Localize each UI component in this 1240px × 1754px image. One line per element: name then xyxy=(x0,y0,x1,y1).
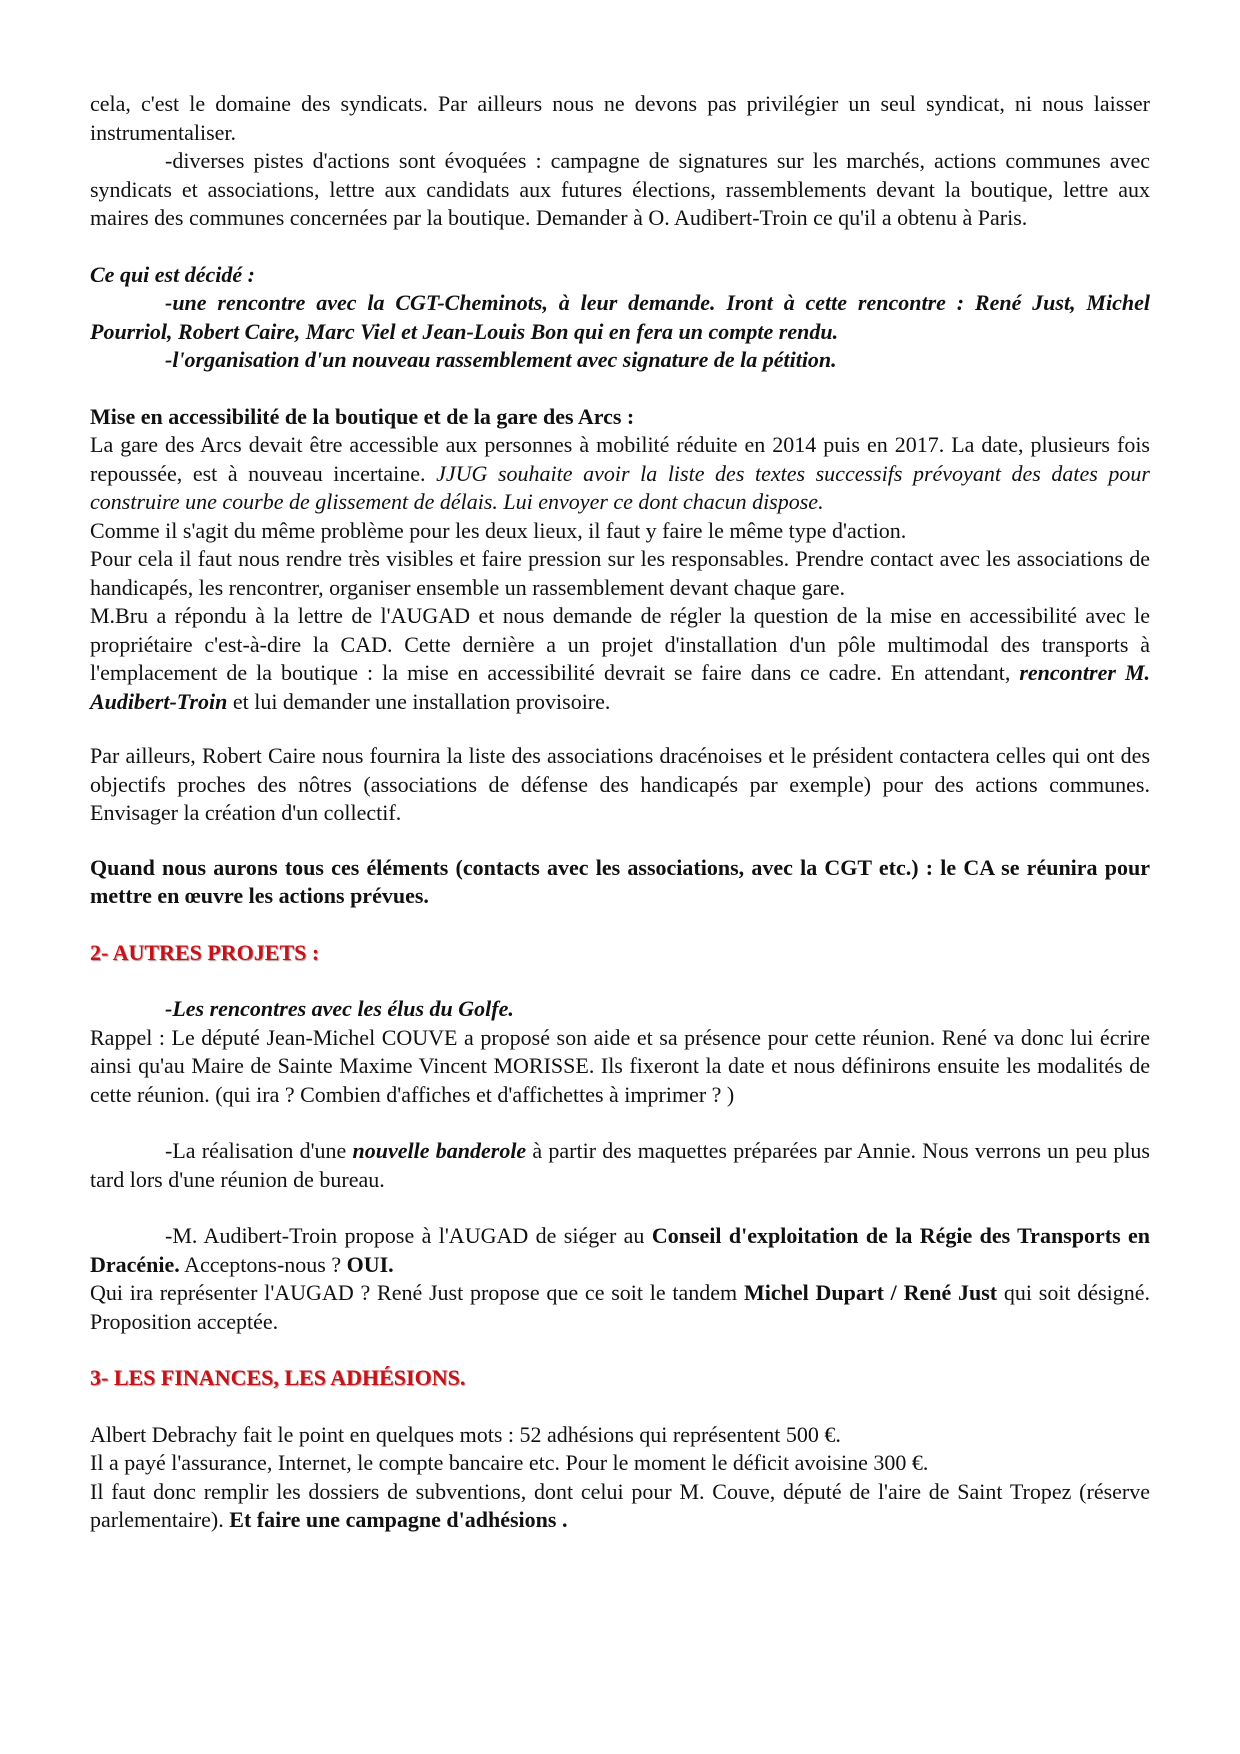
paragraph-rappel-couve: Rappel : Le député Jean-Michel COUVE a proposé son aide et sa présence pour cette réunion. René va donc lui écrire ainsi qu'au Maire de Sainte Maxime Vincent MORISSE. Ils fixeront la date et nous définirons ensuite les modalités de cette réunion. (qui ira ? Combien d'affiches et d'affichettes à imprimer ? ) xyxy=(90,1024,1150,1107)
paragraph-gare-des-arcs xyxy=(90,431,1150,517)
paragraph-syndicats: cela, c'est le domaine des syndicats. Par ailleurs nous ne devons pas privilégier un seul syndicat, ni nous laisser instrumentaliser. xyxy=(90,91,1150,145)
spacer xyxy=(90,375,1150,403)
spacer xyxy=(90,1336,1150,1364)
golfe-subheading: -Les rencontres avec les élus du Golfe. xyxy=(165,996,514,1021)
decided-item-rencontre-cgt: -une rencontre avec la CGT-Cheminots, à leur demande. Iront à cette rencontre : René Just, Michel Pourriol, Robert Caire, Marc Viel et Jean-Louis Bon qui en fera un compte rendu. xyxy=(90,290,1150,344)
banderole-text-start: -La réalisation d'une xyxy=(165,1138,353,1163)
subventions-text: Il faut donc remplir les dossiers de subventions, dont celui pour M. Couve, député de l'aire de Saint Tropez (réserve parlementaire). xyxy=(90,1478,1150,1532)
accessibility-heading: Mise en accessibilité de la boutique et de la gare des Arcs : xyxy=(90,403,635,429)
paragraph-m-bru xyxy=(90,602,1150,716)
conseil-exploitation-name: Conseil d'exploitation de la Régie des Transports en Dracénie. xyxy=(90,1223,1151,1277)
nouvelle-banderole: nouvelle banderole xyxy=(352,1138,527,1163)
jjug-request-text: JJUG souhaite avoir la liste des textes successifs prévoyant des dates pour construire une courbe de glissement de délais. Lui envoyer ce dont chacun dispose. xyxy=(90,460,1150,514)
representation-text-end: qui soit désigné. Proposition acceptée. xyxy=(90,1280,1151,1334)
decided-heading: Ce qui est décidé : xyxy=(90,261,255,287)
paragraph-associations: Par ailleurs, Robert Caire nous fournira la liste des associations dracénoises et le président contactera celles qui ont des objectifs proches des nôtres (associations de défense des handicapés par exemple) pour des actions communes. Envisager la création d'un collectif. xyxy=(90,743,1150,825)
paragraph-assurance: Il a payé l'assurance, Internet, le compte bancaire etc. Pour le moment le déficit avoisine 300 €. xyxy=(90,1450,929,1475)
paragraph-conseil-exploitation xyxy=(90,1222,1150,1279)
spacer xyxy=(90,1109,1150,1137)
gare-des-arcs-text: La gare des Arcs devait être accessible aux personnes à mobilité réduite en 2014 puis en 2017. La date, plusieurs fois repoussée, est à nouveau incertaine. xyxy=(90,432,1150,486)
paragraph-banderole xyxy=(90,1137,1150,1194)
section-3-heading: 3- LES FINANCES, LES ADHÉSIONS. xyxy=(90,1365,466,1390)
spacer xyxy=(90,911,1150,939)
spacer xyxy=(90,1194,1150,1222)
spacer xyxy=(90,716,1150,742)
installation-provisoire-text: et lui demander une installation provisoire. xyxy=(227,688,611,714)
paragraph-representation xyxy=(90,1279,1150,1336)
paragraph-subventions xyxy=(90,1478,1150,1535)
paragraph-ca-reunion: Quand nous aurons tous ces éléments (contacts avec les associations, avec la CGT etc.) : le CA se réunira pour mettre en œuvre les actions prévues. xyxy=(90,854,1150,908)
paragraph-visibilite: Pour cela il faut nous rendre très visibles et faire pression sur les responsables. Prendre contact avec les associations de handicapés, les rencontrer, organiser ensemble un rassemblement devant chaque gare. xyxy=(90,546,1150,600)
oui-answer: OUI. xyxy=(346,1251,394,1277)
campagne-adhesions: Et faire une campagne d'adhésions . xyxy=(229,1507,568,1532)
conseil-text-start: -M. Audibert-Troin propose à l'AUGAD de siéger au xyxy=(165,1223,652,1248)
acceptons-nous-text: Acceptons-nous ? xyxy=(179,1251,347,1277)
paragraph-meme-probleme: Comme il s'agit du même problème pour les deux lieux, il faut y faire le même type d'action. xyxy=(90,517,907,543)
m-bru-text: M.Bru a répondu à la lettre de l'AUGAD et nous demande de régler la question de la mise en accessibilité avec le propriétaire c'est-à-dire la CAD. Cette dernière a un projet d'installation d'un pôle multimodal des transports à l'emplacement de la boutique : la mise en accessibilité devrait se faire dans ce cadre. En attendant, xyxy=(90,603,1150,685)
paragraph-pistes-actions: -diverses pistes d'actions sont évoquées : campagne de signatures sur les marchés, actions communes avec syndicats et associations, lettre aux candidats aux futures élections, rassemblements devant la boutique, lettre aux maires des communes concernées par la boutique. Demander à O. Audibert-Troin ce qu'il a obtenu à Paris. xyxy=(90,148,1150,230)
tandem-names: Michel Dupart / René Just xyxy=(743,1280,998,1305)
banderole-text-end: à partir des maquettes préparées par Annie. Nous verrons un peu plus tard lors d'une réunion de bureau. xyxy=(90,1138,1150,1192)
rencontrer-audibert-troin: rencontrer M. Audibert-Troin xyxy=(90,660,1151,714)
paragraph-adhesions-point: Albert Debrachy fait le point en quelques mots : 52 adhésions qui représentent 500 €. xyxy=(90,1421,841,1447)
spacer xyxy=(90,967,1150,995)
decided-item-rassemblement: -l'organisation d'un nouveau rassemblement avec signature de la pétition. xyxy=(165,347,837,372)
spacer xyxy=(90,828,1150,854)
representation-text-start: Qui ira représenter l'AUGAD ? René Just propose que ce soit le tandem xyxy=(90,1280,744,1305)
spacer xyxy=(90,233,1150,261)
spacer xyxy=(90,1393,1150,1421)
document-page xyxy=(90,90,1150,1535)
section-2-heading: 2- AUTRES PROJETS : xyxy=(90,939,320,965)
